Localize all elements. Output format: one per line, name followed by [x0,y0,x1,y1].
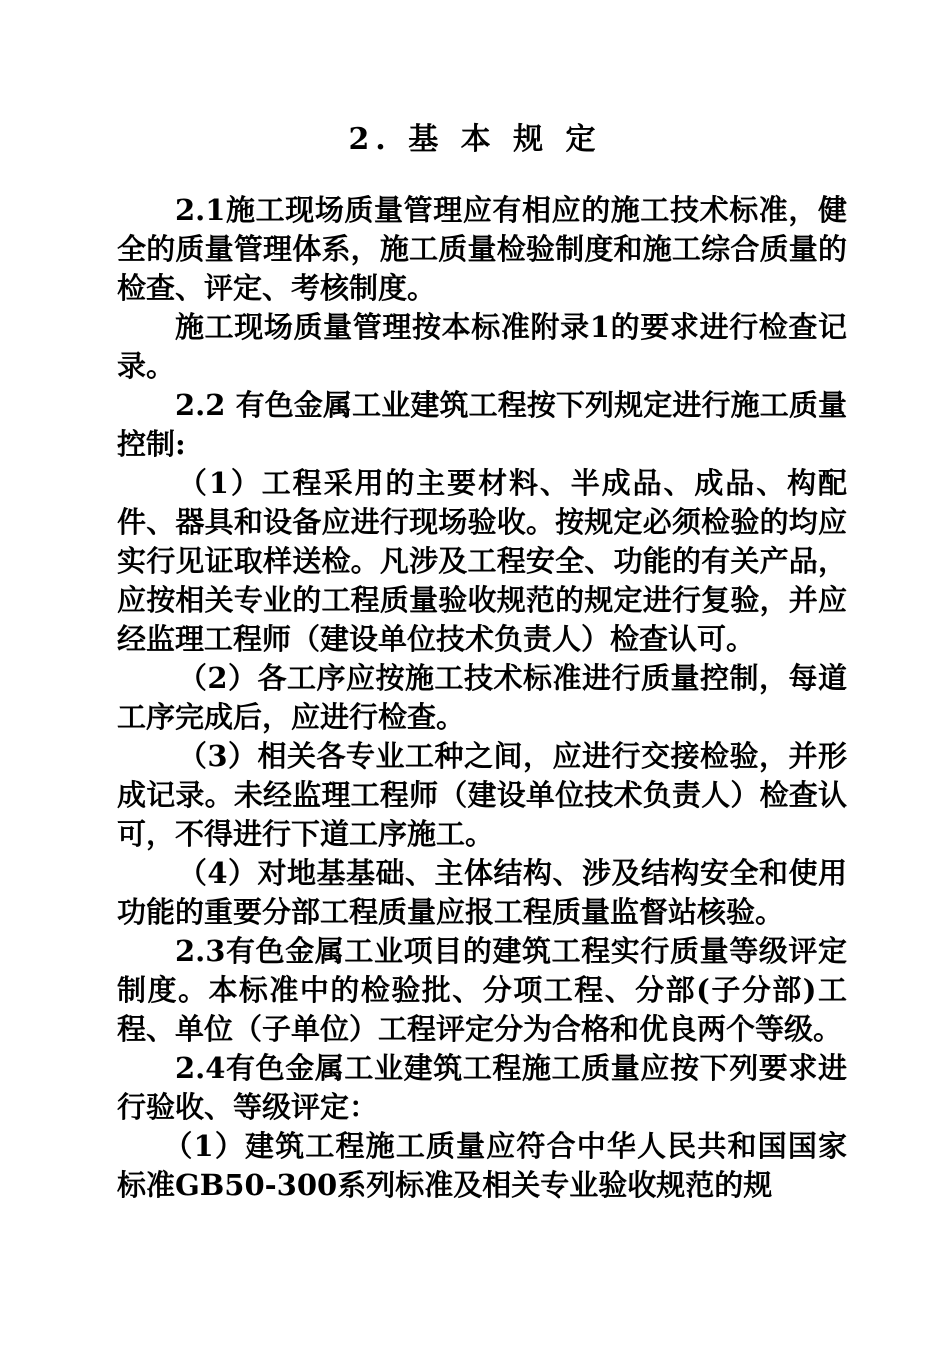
paragraph-2-4: 2.4有色金属工业建筑工程施工质量应按下列要求进行验收、等级评定： [117,1051,847,1124]
paragraph-2-2-item-4: （4）对地基基础、主体结构、涉及结构安全和使用功能的重要分部工程质量应报工程质量监督站核验。 [117,856,847,929]
paragraph-2-2-item-2: （2）各工序应按施工技术标准进行质量控制，每道工序完成后，应进行检查。 [117,661,847,734]
paragraph-2-3: 2.3有色金属工业项目的建筑工程实行质量等级评定制度。本标准中的检验批、分项工程、分部(子分部)工程、单位（子单位）工程评定分为合格和优良两个等级。 [117,934,847,1046]
paragraph-2-2-item-3: （3）相关各专业工种之间，应进行交接检验，并形成记录。未经监理工程师（建设单位技术负责人）检查认可，不得进行下道工序施工。 [117,739,847,851]
paragraph-2-1: 2.1施工现场质量管理应有相应的施工技术标准，健全的质量管理体系，施工质量检验制度和施工综合质量的检查、评定、考核制度。 [117,193,847,305]
section-title: 2. 基 本 规 定 [348,122,602,157]
paragraph-2-2-item-1: （1）工程采用的主要材料、半成品、成品、构配件、器具和设备应进行现场验收。按规定必须检验的均应实行见证取样送检。凡涉及工程安全、功能的有关产品，应按相关专业的工程质量验收规范的规定进行复验，并应经监理工程师（建设单位技术负责人）检查认可。 [117,466,847,656]
paragraph-2-2: 2.2 有色金属工业建筑工程按下列规定进行施工质量控制: [117,388,847,461]
paragraph-2-4-item-1: （1）建筑工程施工质量应符合中华人民共和国国家标准GB50-300系列标准及相关专业验收规范的规 [117,1129,847,1202]
section-body [117,191,847,1205]
paragraph-2-1-record: 施工现场质量管理按本标准附录1的要求进行检查记录。 [117,310,847,383]
